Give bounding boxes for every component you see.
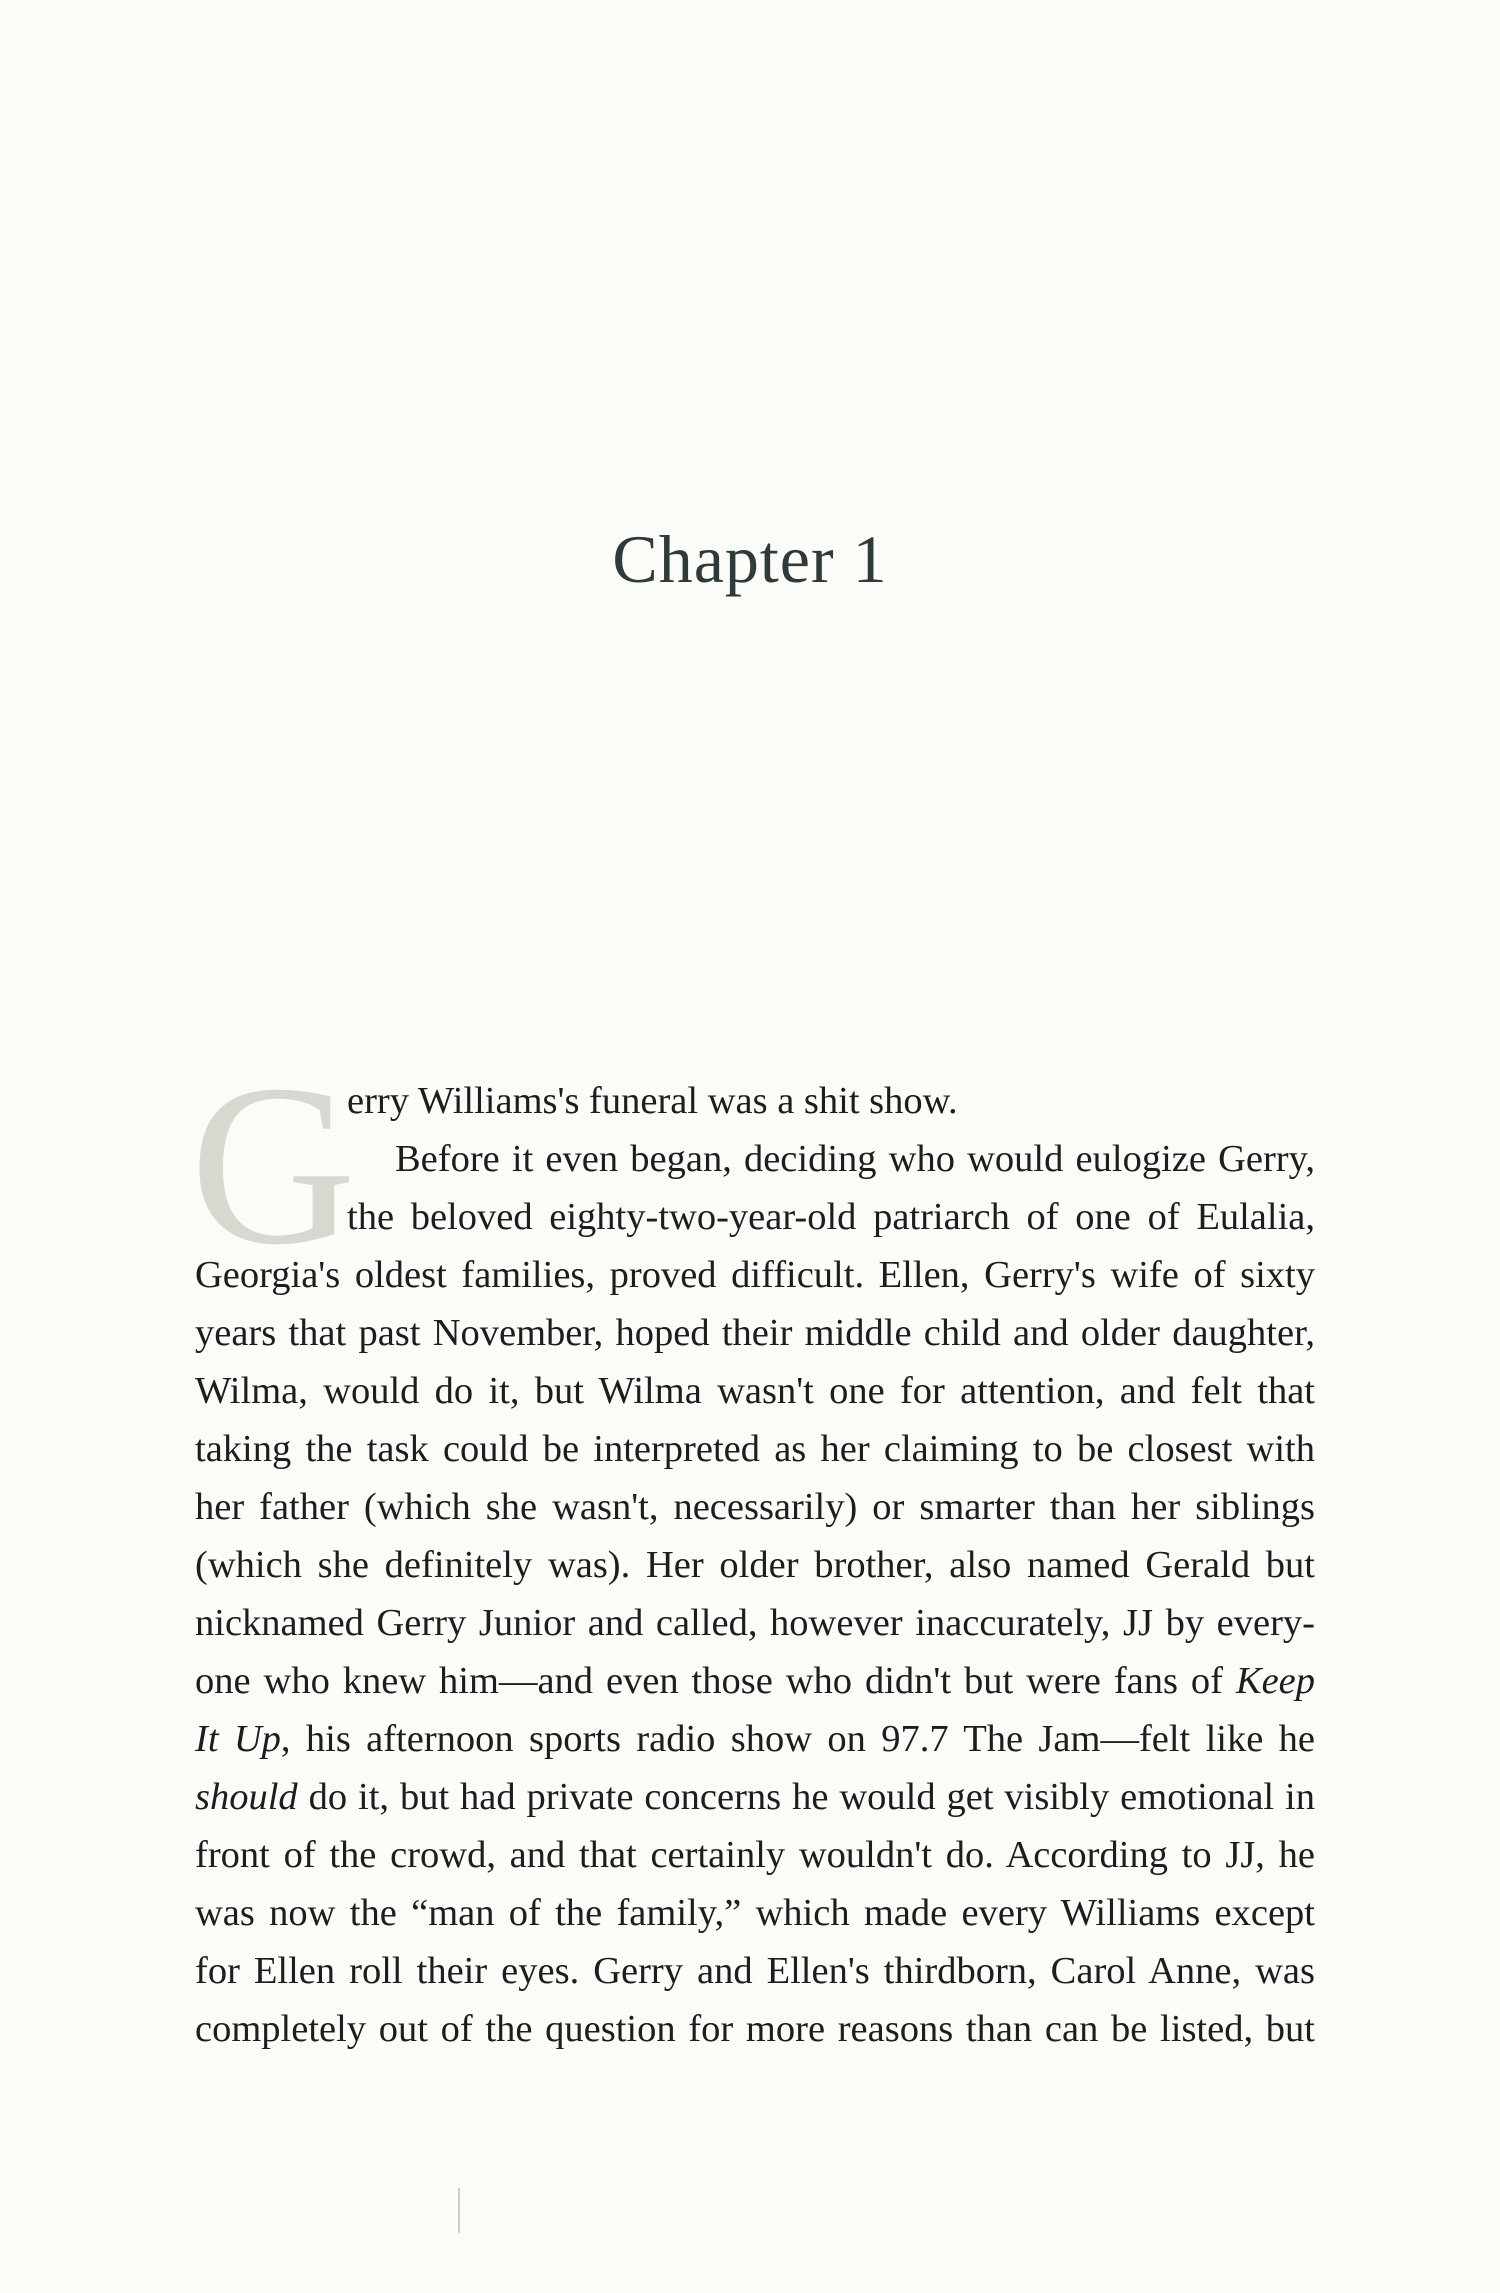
body-line-3: the beloved eighty-two-year-old patriarch of one of Eulalia, <box>347 1196 1315 1238</box>
emphasis-should: should <box>195 1776 298 1818</box>
body-line-8: her father (which she wasn't, necessarily) or smarter than her siblings <box>195 1486 1315 1528</box>
body-line-15: was now the “man of the family,” which made every Williams except <box>195 1892 1315 1934</box>
body-line-11 <box>195 1662 1315 1701</box>
body-line-7: taking the task could be interpreted as her claiming to be closest with <box>195 1428 1315 1470</box>
body-line-13 <box>195 1778 1315 1817</box>
body-line-4: Georgia's oldest families, proved difficult. Ellen, Gerry's wife of sixty <box>195 1254 1315 1296</box>
show-title-part-2: It Up <box>195 1718 281 1760</box>
body-line-2: Before it even began, deciding who would eulogize Gerry, <box>395 1138 1315 1180</box>
body-line-17: completely out of the question for more reasons than can be listed, but <box>195 2008 1315 2050</box>
body-line-9: (which she definitely was). Her older brother, also named Gerald but <box>195 1544 1315 1586</box>
scan-mark <box>458 2188 460 2233</box>
show-title-part-1: Keep <box>1235 1660 1316 1702</box>
body-line-12 <box>195 1720 1315 1759</box>
body-line-13-text: do it, but had private concerns he would get visibly emotional in <box>297 1776 1315 1818</box>
body-line-5: years that past November, hoped their middle child and older daughter, <box>195 1312 1315 1354</box>
body-line-10: nicknamed Gerry Junior and called, however inaccurately, JJ by every- <box>195 1602 1315 1644</box>
body-line-11-text: one who knew him—and even those who didn't but were fans of <box>195 1660 1223 1702</box>
body-line-14: front of the crowd, and that certainly wouldn't do. According to JJ, he <box>195 1834 1315 1876</box>
drop-cap-letter: G <box>190 1037 357 1292</box>
body-line-12-text: , his afternoon sports radio show on 97.7 The Jam—felt like he <box>280 1718 1315 1760</box>
body-line-6: Wilma, would do it, but Wilma wasn't one for attention, and felt that <box>195 1370 1315 1412</box>
body-line-16: for Ellen roll their eyes. Gerry and Ellen's thirdborn, Carol Anne, was <box>195 1950 1315 1992</box>
body-line-1: erry Williams's funeral was a shit show. <box>347 1080 958 1122</box>
chapter-title: Chapter 1 <box>612 521 888 597</box>
